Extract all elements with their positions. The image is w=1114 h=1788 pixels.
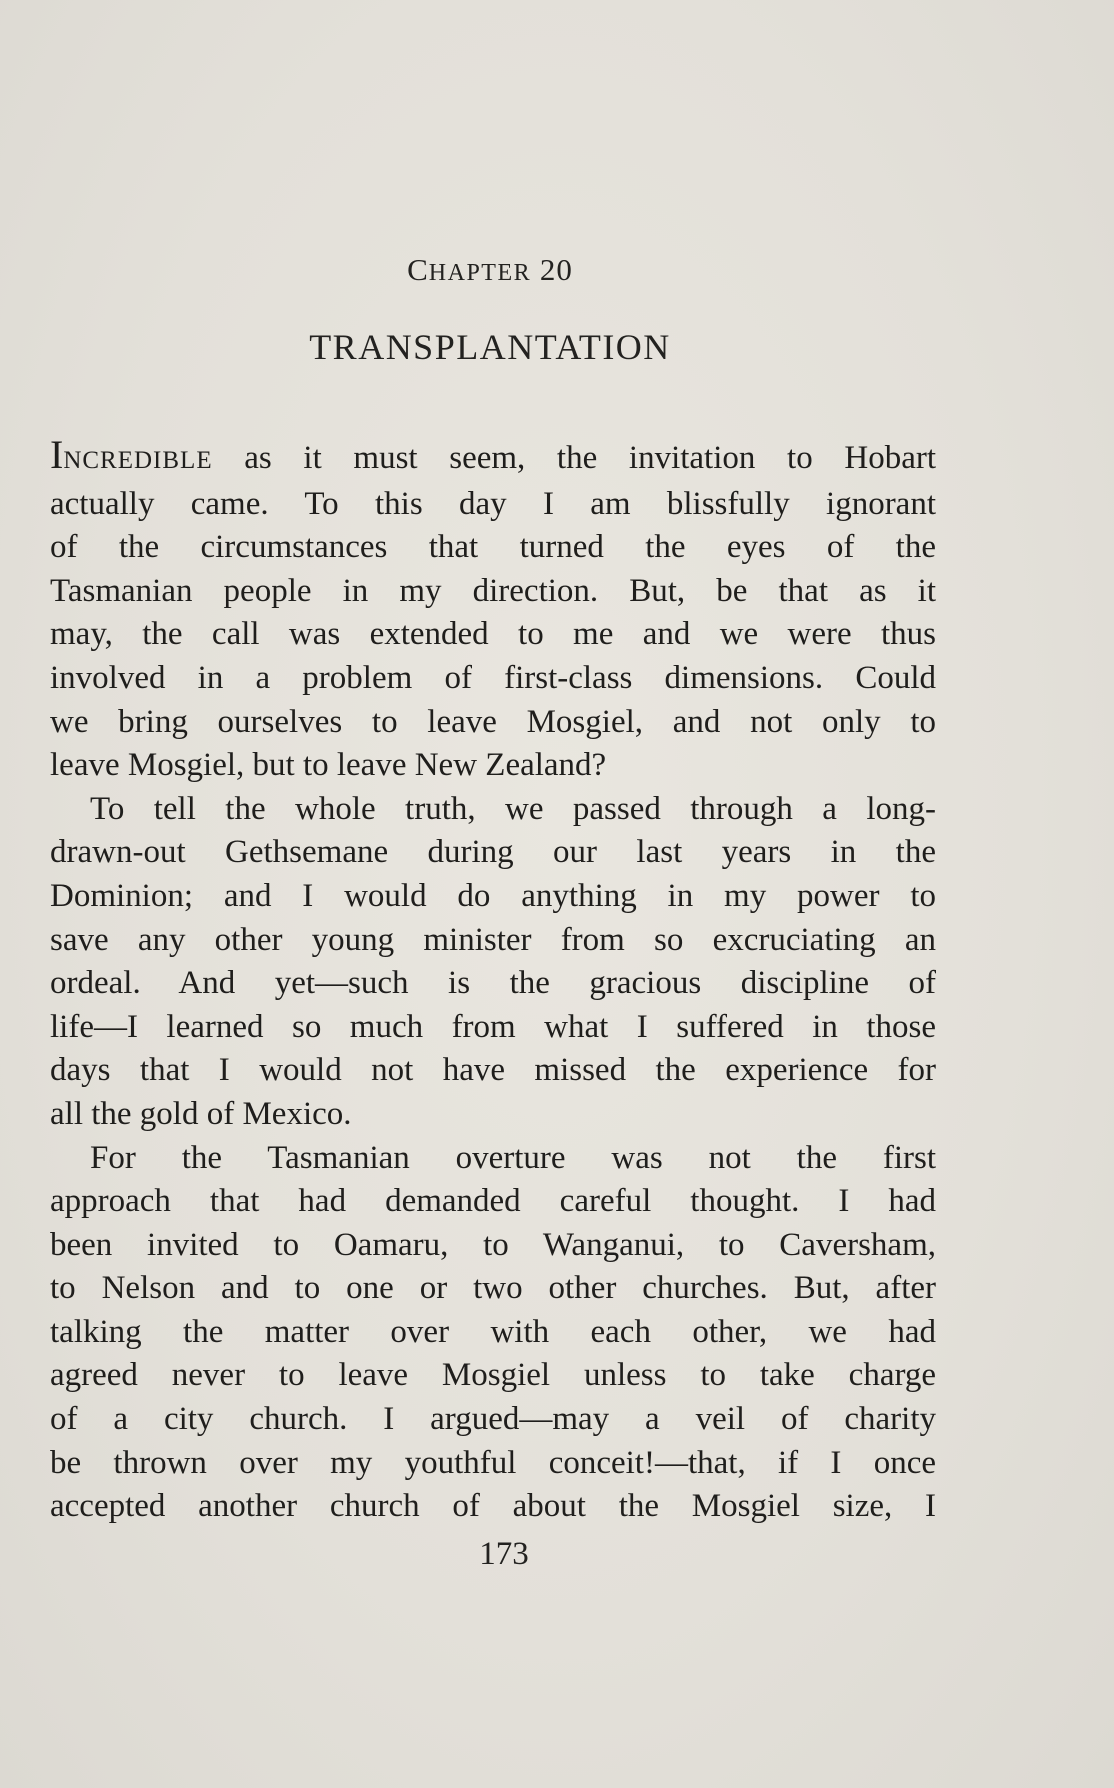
opening-word [50, 432, 213, 477]
text-line: save any other young minister from so excruciating an [50, 921, 936, 958]
text-line: days that I would not have missed the experience for [50, 1052, 936, 1089]
text-line: talking the matter over with each other, we had [50, 1313, 936, 1350]
text-line: leave Mosgiel, but to leave New Zealand? [50, 747, 607, 784]
text-line: may, the call was extended to me and we were thus [50, 616, 936, 653]
text-line: been invited to Oamaru, to Wanganui, to Caversham, [50, 1226, 936, 1263]
opening-small-caps: NCREDIBLE [63, 447, 213, 474]
chapter-number: 20 [539, 252, 573, 287]
text-line: INCREDIBLE as it must seem, the invitation to Hobart [50, 432, 937, 477]
text-line: of the circumstances that turned the eyes of the [50, 529, 936, 566]
text-line: all the gold of Mexico. [50, 1095, 352, 1132]
text-line: we bring ourselves to leave Mosgiel, and not only to [50, 703, 936, 740]
page-number: 173 [479, 1536, 529, 1572]
text-line: to Nelson and to one or two other churches. But, after [50, 1270, 936, 1307]
text-line: actually came. To this day I am blissfully ignorant [50, 485, 936, 522]
text-line: life—I learned so much from what I suffered in those [50, 1008, 936, 1045]
text-line: of a city church. I argued—may a veil of charity [50, 1401, 936, 1438]
text-line: agreed never to leave Mosgiel unless to take charge [50, 1357, 936, 1394]
text-line: Tasmanian people in my direction. But, be that as it [50, 572, 936, 609]
chapter-label-word: HAPTER [428, 260, 532, 286]
text-line: ordeal. And yet—such is the gracious discipline of [50, 965, 936, 1002]
opening-initial: I [50, 432, 64, 477]
text-line: approach that had demanded careful thought. I had [50, 1183, 936, 1220]
body-text [50, 433, 936, 1529]
chapter-label-initial: C [407, 252, 429, 287]
text-line: be thrown over my youthful conceit!—that, if I once [50, 1444, 936, 1481]
text-line: accepted another church of about the Mosgiel size, I [50, 1488, 936, 1525]
text-line: drawn-out Gethsemane during our last years in the [50, 834, 936, 871]
chapter-label [0, 252, 980, 288]
text-line: To tell the whole truth, we passed through a long- [90, 790, 936, 827]
text-line: For the Tasmanian overture was not the first [90, 1139, 936, 1176]
text-line: involved in a problem of first-class dimensions. Could [50, 659, 936, 696]
text-line: Dominion; and I would do anything in my power to [50, 877, 936, 914]
chapter-title: TRANSPLANTATION [309, 327, 671, 367]
